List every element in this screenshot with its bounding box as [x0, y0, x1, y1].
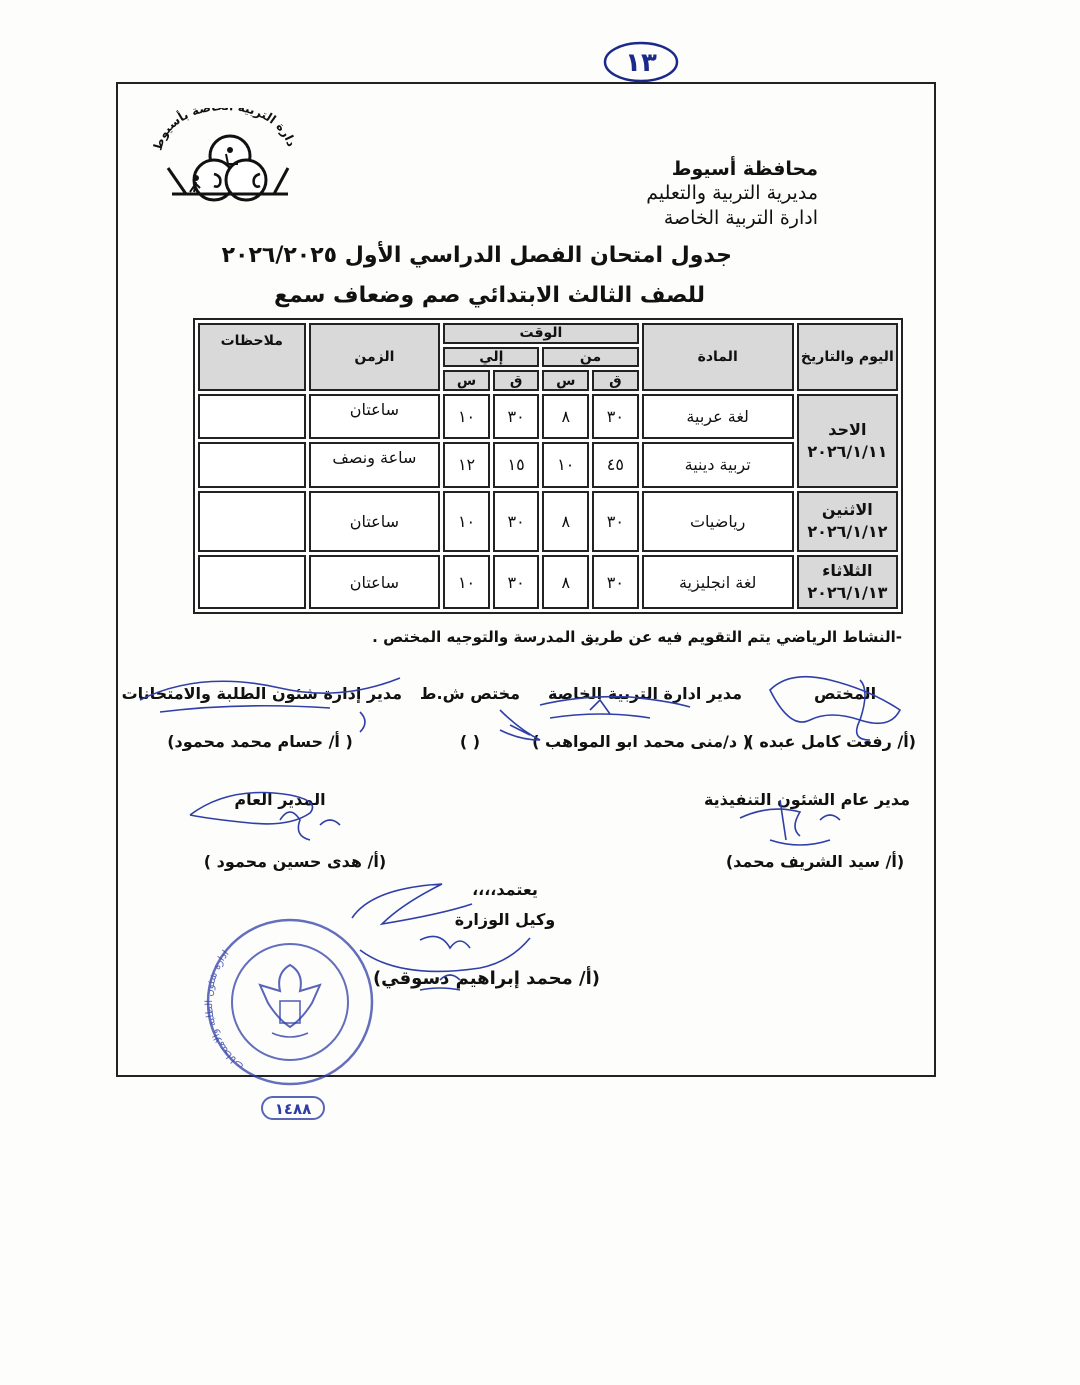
header-notes: ملاحظات [198, 323, 306, 391]
subject-cell: لغة عربية [642, 394, 794, 439]
header-to-hour: س [443, 370, 490, 391]
duration-cell: ساعتان [309, 394, 441, 439]
from-minute-cell: ٤٥ [592, 442, 639, 487]
subject-cell: رياضيات [642, 491, 794, 553]
day-name: الثلاثاء [822, 561, 873, 581]
day-date: ٢٠٢٦/١/١١ [807, 441, 888, 461]
to-minute-cell: ٣٠ [493, 555, 540, 609]
day-date: ٢٠٢٦/١/١٣ [807, 583, 888, 603]
pe-specialist-name: ( ) [459, 732, 481, 751]
day-cell [797, 555, 898, 609]
header-day-date: اليوم والتاريخ [797, 323, 898, 391]
from-minute-cell: ٣٠ [592, 394, 639, 439]
svg-text:١٣: ١٣ [625, 48, 657, 78]
sped-director-name: ( د/منى محمد ابو المواهب ) [532, 732, 750, 751]
header-from: من [542, 347, 638, 368]
affairs-director-name: ( أ/ حسام محمد محمود) [167, 732, 353, 751]
to-minute-cell: ١٥ [493, 442, 540, 487]
notes-cell [198, 394, 306, 439]
header-duration: الزمن [309, 323, 441, 391]
to-hour-cell: ١٠ [443, 555, 490, 609]
general-director-title: المدير العام [234, 790, 326, 809]
subject-cell: تربية دينية [642, 442, 794, 487]
from-hour-cell: ١٠ [542, 442, 589, 487]
from-minute-cell: ٣٠ [592, 555, 639, 609]
to-minute-cell: ٣٠ [493, 491, 540, 553]
header-from-hour: س [542, 370, 589, 391]
to-minute-cell: ٣٠ [493, 394, 540, 439]
from-minute-cell: ٣٠ [592, 491, 639, 553]
from-hour-cell: ٨ [542, 394, 589, 439]
notes-cell [198, 442, 306, 487]
day-cell [797, 491, 898, 553]
duration-cell: ساعتان [309, 491, 441, 553]
deputy-title: وكيل الوزارة [454, 910, 556, 929]
table-row [198, 394, 898, 439]
to-hour-cell: ١٢ [443, 442, 490, 487]
from-hour-cell: ٨ [542, 491, 589, 553]
notes-cell [198, 491, 306, 553]
to-hour-cell: ١٠ [443, 394, 490, 439]
sped-director-title: مدير ادارة التربية الخاصة [547, 684, 743, 703]
header-governorate: محافظة أسيوط [671, 158, 818, 180]
svg-text:١٤٨٨: ١٤٨٨ [274, 1100, 312, 1118]
duration-cell: ساعتان [309, 555, 441, 609]
from-hour-cell: ٨ [542, 555, 589, 609]
table-row [198, 555, 898, 609]
header-subject: المادة [642, 323, 794, 391]
header-administration: ادارة التربية الخاصة [663, 207, 818, 229]
page-number [602, 40, 680, 84]
official-stamp [200, 905, 380, 1130]
deputy-name: (أ/ محمد إبراهيم دسوقي) [372, 968, 600, 989]
table-row [198, 491, 898, 553]
subject-cell: لغة انجليزية [642, 555, 794, 609]
approval-label: يعتمد،،،، [472, 880, 538, 899]
header-from-minute: ق [592, 370, 639, 391]
svg-text:ادارة التربية الخاصة بأسيوط: دارة التربي صة بأسيوط [150, 108, 298, 152]
pe-specialist-title: مختص ش.ط [419, 684, 521, 703]
svg-text:ادارة شئون الطلبة والامتحانات: ادارة شئون الطلبة والامتحانات [204, 948, 247, 1072]
sports-note: -النشاط الرياضي يتم التقويم فيه عن طريق المدرسة والتوجيه المختص . [372, 628, 902, 646]
to-hour-cell: ١٠ [443, 491, 490, 553]
exec-director-name: (أ/ سيد الشريف محمد) [725, 852, 905, 871]
day-date: ٢٠٢٦/١/١٢ [807, 522, 888, 542]
exec-director-title: مدير عام الشئون التنفيذية [703, 790, 910, 809]
logo [148, 108, 298, 208]
affairs-director-title: مدير إدارة شئون الطلبة والامتحانات [121, 684, 402, 703]
day-cell [797, 394, 898, 488]
header-directorate: مديرية التربية والتعليم [646, 182, 818, 204]
header-to: إلي [443, 347, 539, 368]
specialist-title: المختص [813, 684, 877, 703]
specialist-name: (أ/ رفعت كامل عبده ) [746, 732, 916, 751]
table-row [198, 442, 898, 487]
day-name: الاحد [828, 419, 867, 439]
header-to-minute: ق [493, 370, 540, 391]
general-director-name: (أ/ هدى حسين محمود ) [203, 852, 387, 871]
day-name: الاثنين [821, 500, 873, 520]
duration-cell: ساعة ونصف [309, 442, 441, 487]
header-time: الوقت [443, 323, 638, 344]
page-title: جدول امتحان الفصل الدراسي الأول ٢٠٢٦/٢٠٢٥ [221, 243, 732, 268]
page-subtitle: للصف الثالث الابتدائي صم وضعاف سمع [273, 283, 705, 308]
exam-schedule-table [193, 318, 903, 614]
notes-cell [198, 555, 306, 609]
